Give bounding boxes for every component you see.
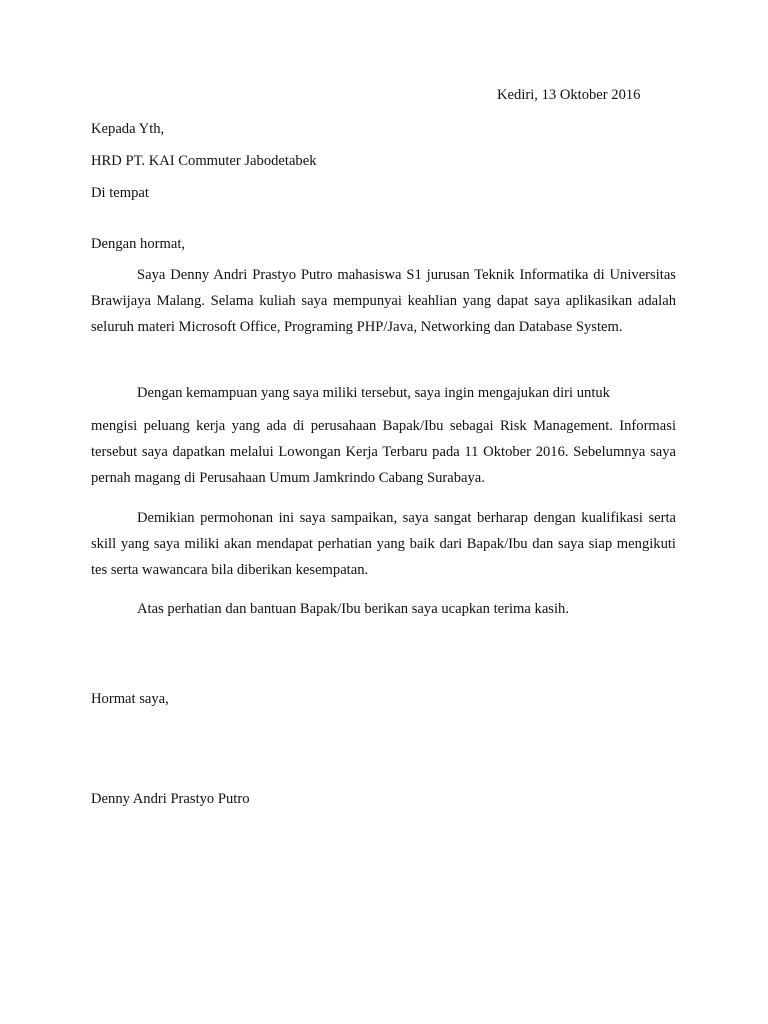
paragraph-application-start: Dengan kemampuan yang saya miliki tersebut, saya ingin mengajukan diri untuk (137, 385, 610, 401)
signature-name: Denny Andri Prastyo Putro (91, 791, 250, 807)
recipient-name: HRD PT. KAI Commuter Jabodetabek (91, 153, 317, 169)
paragraph-thanks: Atas perhatian dan bantuan Bapak/Ibu berikan saya ucapkan terima kasih. (137, 601, 569, 617)
paragraph-application-continued: mengisi peluang kerja yang ada di perusahaan Bapak/Ibu sebagai Risk Management. Informasi tersebut saya dapatkan melalui Lowongan Kerja Terbaru pada 11 Oktober 2016. Sebelumnya saya pernah magang di Perusahaan Umum Jamkrindo Cabang Surabaya. (91, 418, 676, 486)
closing-phrase: Hormat saya, (91, 691, 169, 707)
letter-date: Kediri, 13 Oktober 2016 (497, 87, 641, 103)
recipient-salutation: Kepada Yth, (91, 121, 165, 137)
paragraph-closing-request: Demikian permohonan ini saya sampaikan, saya sangat berharap dengan kualifikasi serta skill yang saya miliki akan mendapat perhatian yang baik dari Bapak/Ibu dan saya siap mengikuti tes serta wawancara bila diberikan kesempatan. (91, 510, 676, 578)
greeting: Dengan hormat, (91, 236, 186, 252)
recipient-place: Di tempat (91, 185, 149, 201)
paragraph-introduction: Saya Denny Andri Prastyo Putro mahasiswa S1 jurusan Teknik Informatika di Universitas Brawijaya Malang. Selama kuliah saya mempunyai keahlian yang dapat saya aplikasikan adalah seluruh materi Microsoft Office, Programing PHP/Java, Networking dan Database System. (91, 267, 676, 335)
